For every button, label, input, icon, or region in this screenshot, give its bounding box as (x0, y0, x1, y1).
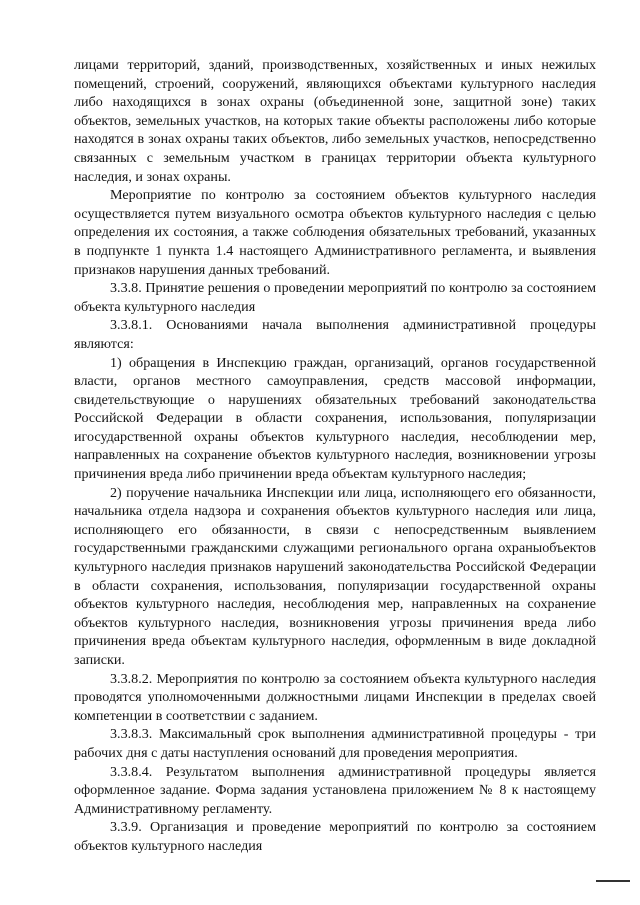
paragraph-inspection-method: Мероприятие по контролю за состоянием объектов культурного наследия осуществляется путем визуального осмотра объектов культурного наследия с целью определения их состояния, а также соблюдения обязательных требований, указанных в подпункте 1 пункта 1.4 настоящего Административного регламента, и выявления признаков нарушения данных требований. (74, 187, 596, 278)
section-3-3-8-heading: 3.3.8. Принятие решения о проведении мероприятий по контролю за состоянием объекта культурного наследия (74, 280, 596, 315)
clause-3-3-8-1: 3.3.8.1. Основаниями начала выполнения административной процедуры являются: (74, 317, 596, 352)
list-item-2: 2) поручение начальника Инспекции или лица, исполняющего его обязанности, начальника отдела надзора и сохранения объектов культурного наследия или лица, исполняющего его обязанности, в связи с непосредственным выявлением государственными гражданскими служащими регионального органа охраныобъектов культурного наследия признаков нарушений законодательства Российской Федерации в области сохранения, использования, популяризации государственной охраны объектов культурного наследия, несоблюдения мер, направленных на сохранение объектов культурного наследия, возникновения угрозы причинения вреда либо причинения вреда объектам культурного наследия, оформленным в виде докладной записки. (74, 484, 596, 668)
scan-edge-mark (596, 880, 630, 882)
clause-3-3-8-2: 3.3.8.2. Мероприятия по контролю за состоянием объекта культурного наследия проводятся уполномоченными должностными лицами Инспекции в пределах своей компетенции в соответствии с заданием. (74, 670, 596, 724)
document-body (74, 56, 596, 856)
clause-3-3-8-3: 3.3.8.3. Максимальный срок выполнения административной процедуры - три рабочих дня с даты наступления оснований для проведения мероприятия. (74, 726, 596, 761)
paragraph-continuation: лицами территорий, зданий, производственных, хозяйственных и иных нежилых помещений, строений, сооружений, являющихся объектами культурного наследия либо находящихся в зонах охраны (объединенной зоне, защитной зоне) таких объектов, земельных участков, на которых такие объекты расположены либо которые находятся в зонах охраны таких объектов, либо земельных участков, непосредственно связанных с земельным участком в границах территории объекта культурного наследия, и зонах охраны. (74, 57, 596, 185)
list-item-1: 1) обращения в Инспекцию граждан, организаций, органов государственной власти, органов местного самоуправления, средств массовой информации, свидетельствующие о нарушениях обязательных требований законодательства Российской Федерации в области сохранения, использования, популяризации игосударственной охраны объектов культурного наследия, несоблюдении мер, направленных на сохранение объектов культурного наследия, возникновении угрозы причинения вреда либо причинении вреда объектам культурного наследия; (74, 354, 596, 483)
section-3-3-9-heading: 3.3.9. Организация и проведение мероприятий по контролю за состоянием объектов культурного наследия (74, 819, 596, 854)
clause-3-3-8-4: 3.3.8.4. Результатом выполнения административной процедуры является оформленное задание. Форма задания установлена приложением № 8 к настоящему Административному регламенту. (74, 763, 596, 817)
